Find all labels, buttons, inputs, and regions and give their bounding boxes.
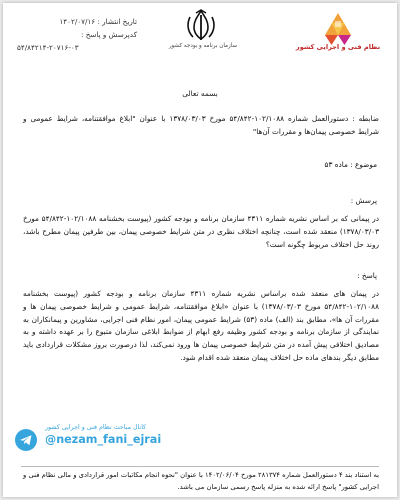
gov-name: سازمان برنامه و بودجه کشور xyxy=(168,43,238,49)
regulation-paragraph: ضابطه : دستورالعمل شماره ۱۰۲/۱۰۸۸-۵۴/۸۴۲ مورخ ۱۳۷۸/۰۳/۰۳ با عنوان "ابلاغ موافقتنامه، شرایط عمومی و شرایط خصوصی پیمان‌ها و مقررات آن‌ها" xyxy=(23,114,379,136)
telegram-channel-name: کانال مباحث نظام فنی و اجرایی کشور xyxy=(45,424,147,431)
answer-paragraph: در پیمان های منعقد شده براساس نشریه شماره ۴۳۱۱ سازمان برنامه و بودجه کشور (پیوست بخشنامه ۱۰۲/۱۰۸۸-۵۴/۸۴۲ مورخ ۱۳۷۸/۰۳/۰۳) با عنوان «ابلاغ موافقتنامه، شرایط عمومی و شرایط خصوصی پیمان ها و مقررات آن ها»، مطابق بند (الف) ماده (۵۳) شرایط عمومی پیمان، امور نظام فنی اجرایی، مشاورین و پیمانکاران به نمایندگی از سازمان برنامه و بودجه کشور وظیفه رفع ابهام از ضوابط ابلاغی سازمان متبوع را بر عهده داشته و به مصادیق اختلافی پیش آمده در متن شرایط خصوصی پیمان ها ورود نمی‌کند، لذا درصورت بروز مشکلات قراردادی باید مطابق دیگر بندهای ماده حل اختلاف پیمان منعقد شده اقدام شود. xyxy=(23,289,379,362)
footer-note: به استناد بند ۴ دستورالعمل شماره ۲۸۱۳۷۴ مورخ ۱۴۰۲/۰۶/۰۴ با عنوان "نحوه انجام مکاتبات امور قراردادی و مالی نظام فنی و اجرایی کشور" پاسخ ارائه شده به منزله پاسخ رسمی سازمان می باشد. xyxy=(23,471,379,491)
question-paragraph: در پیمانی که بر اساس نشریه شماره ۴۳۱۱ سازمان برنامه و بودجه کشور (پیوست بخشنامه ۱۰۲/۱۰۸۸-۵۴/۸۴۲ مورخ ۱۳۷۸/۰۳/۰۳) منعقد شده است، چنانچه اختلاف نظری در متن شرایط خصوصی پیمان، بین طرفین پیمان مطرح باشد، روند حل اختلاف مربوط چگونه است؟ xyxy=(23,214,379,249)
telegram-icon xyxy=(15,429,37,451)
answer-heading: پاسخ : xyxy=(357,271,377,280)
telegram-handle[interactable]: @nezam_fani_ejrai xyxy=(45,433,162,446)
publish-date: تاریخ انتشار : ۱۴۰۲/۰۷/۱۶ xyxy=(59,17,137,26)
iran-emblem-icon xyxy=(181,9,221,43)
topic-line: موضوع : ماده ۵۳ xyxy=(324,160,377,169)
header-meta xyxy=(17,15,137,54)
document-page xyxy=(3,3,397,497)
footer-divider xyxy=(21,466,379,467)
question-heading: پرسش : xyxy=(350,196,377,205)
bismillah: بسمه تعالی xyxy=(182,89,218,98)
code-value: ۵۴/۸۴۲۱۴-۲۰۷۱۶-۰۳ xyxy=(17,43,79,52)
telegram-channel[interactable] xyxy=(15,423,215,463)
code-label: کدپرسش و پاسخ : xyxy=(81,30,137,39)
org-name: نظام فنی و اجرایی کشور xyxy=(295,43,381,51)
